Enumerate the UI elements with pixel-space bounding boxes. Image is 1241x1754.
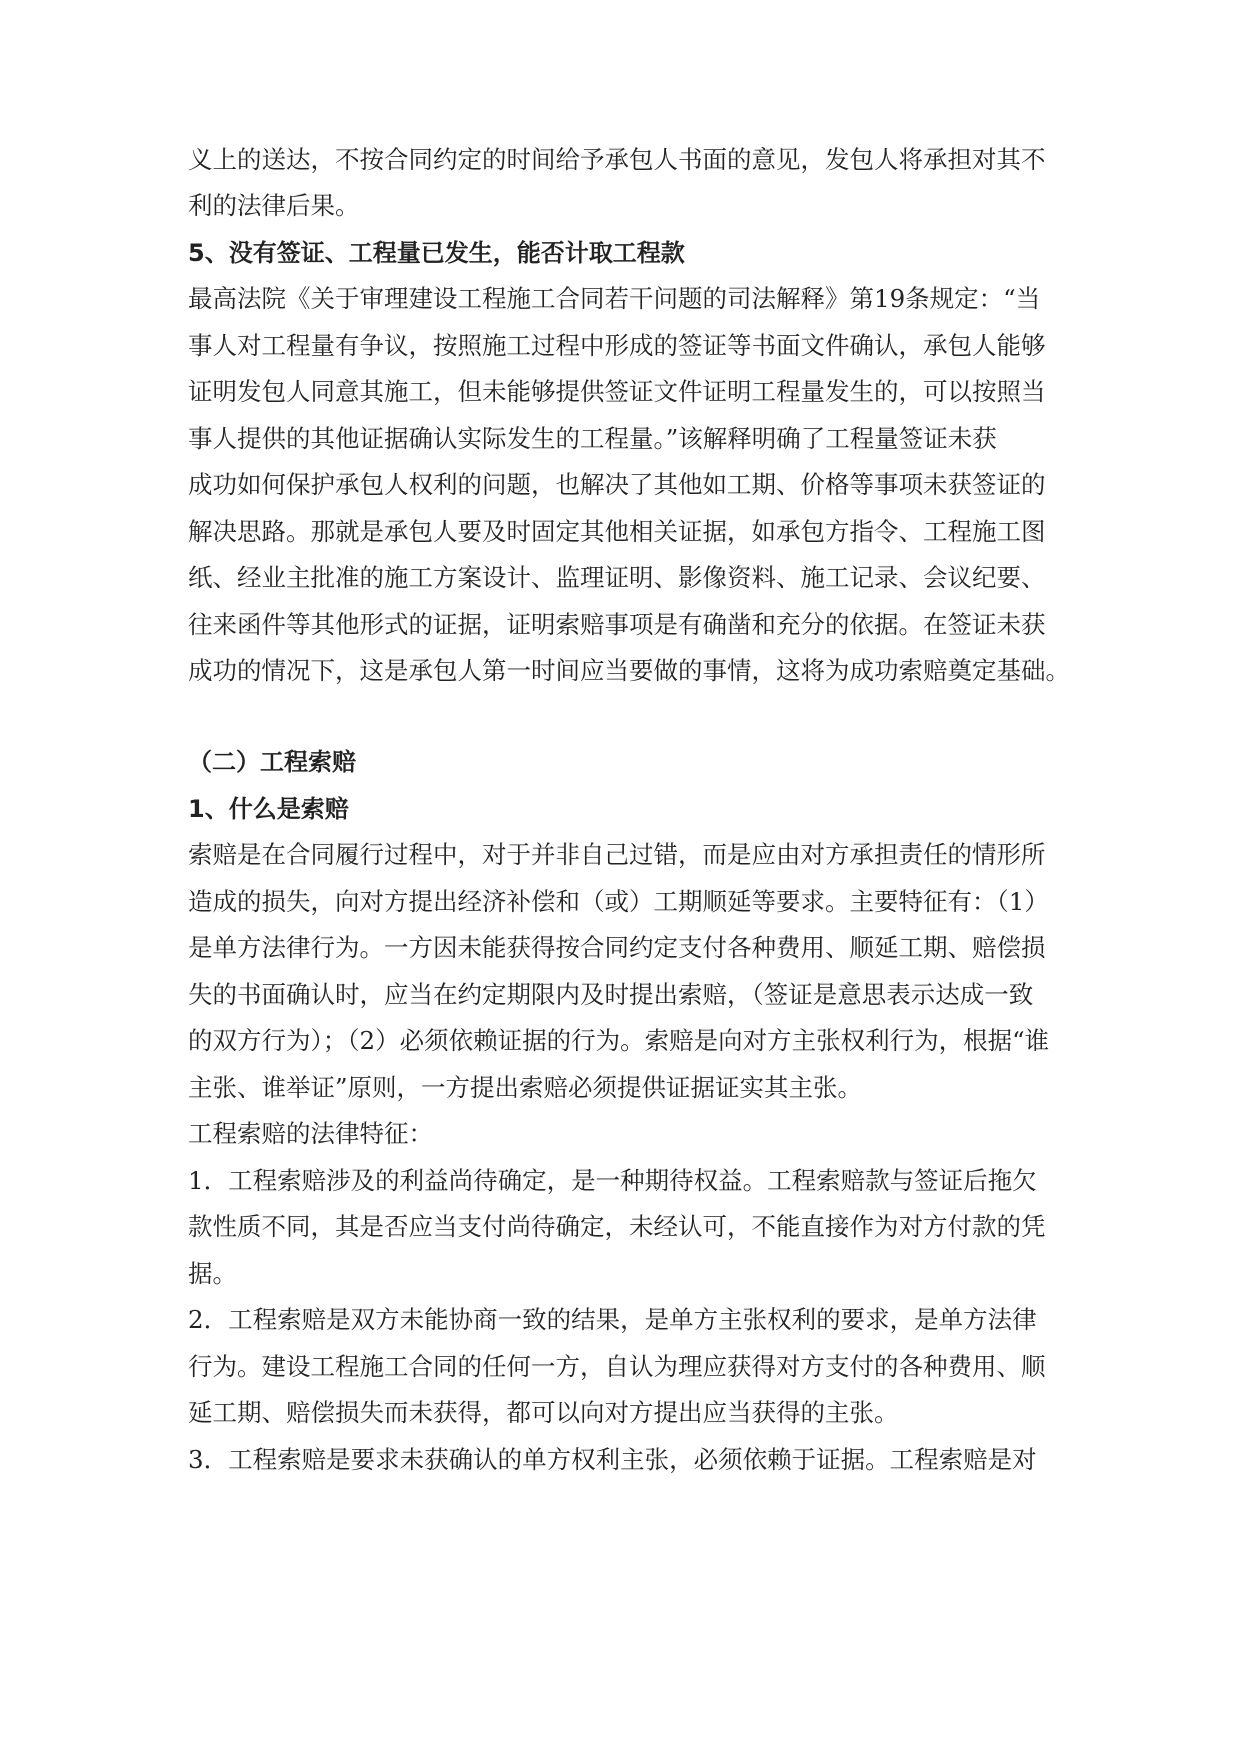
paragraph-5-line-8: 往来函件等其他形式的证据，证明索赔事项是有确凿和充分的依据。在签证未获 — [188, 610, 1046, 639]
paragraph-1-line-5: 的双方行为）；（2）必须依赖证据的行为。索赔是向对方主张权利行为，根据“谁 — [188, 1026, 1050, 1055]
feature-line-4: 2．工程索赔是双方未能协商一致的结果，是单方主张权利的要求，是单方法律 — [188, 1305, 1037, 1334]
feature-line-5: 行为。建设工程施工合同的任何一方，自认为理应获得对方支付的各种费用、顺 — [188, 1352, 1046, 1381]
paragraph-5-line-2: 事人对工程量有争议，按照施工过程中形成的签证等书面文件确认，承包人能够 — [188, 331, 1046, 360]
paragraph-5-line-3: 证明发包人同意其施工，但未能够提供签证文件证明工程量发生的，可以按照当 — [188, 377, 1046, 406]
paragraph-1-line-3: 是单方法律行为。一方因未能获得按合同约定支付各种费用、顺延工期、赔偿损 — [188, 933, 1046, 962]
paragraph-5-line-7: 纸、经业主批准的施工方案设计、监理证明、影像资料、施工记录、会议纪要、 — [188, 563, 1046, 592]
paragraph-5-line-6: 解决思路。那就是承包人要及时固定其他相关证据，如承包方指令、工程施工图 — [188, 517, 1046, 546]
legal-features-label: 工程索赔的法律特征： — [188, 1119, 433, 1148]
paragraph-1-line-4: 失的书面确认时，应当在约定期限内及时提出索赔，（签证是意思表示达成一致 — [188, 980, 1034, 1009]
paragraph-1-line-6: 主张、谁举证”原则，一方提出索赔必须提供证据证实其主张。 — [188, 1073, 863, 1102]
paragraph-5-line-9: 成功的情况下，这是承包人第一时间应当要做的事情，这将为成功索赔奠定基础。 — [188, 656, 1070, 685]
feature-line-3: 据。 — [188, 1259, 237, 1288]
paragraph-5-line-4: 事人提供的其他证据确认实际发生的工程量。”该解释明确了工程量签证未获 — [188, 424, 997, 453]
feature-line-7: 3．工程索赔是要求未获确认的单方权利主张，必须依赖于证据。工程索赔是对 — [188, 1445, 1037, 1474]
feature-line-1: 1．工程索赔涉及的利益尚待确定，是一种期待权益。工程索赔款与签证后拖欠 — [188, 1166, 1037, 1195]
intro-line-1: 义上的送达，不按合同约定的时间给予承包人书面的意见，发包人将承担对其不 — [188, 145, 1046, 174]
paragraph-1-line-2: 造成的损失，向对方提出经济补偿和（或）工期顺延等要求。主要特征有：（1） — [188, 887, 1049, 916]
paragraph-5-line-5: 成功如何保护承包人权利的问题，也解决了其他如工期、价格等事项未获签证的 — [188, 470, 1046, 499]
feature-line-6: 延工期、赔偿损失而未获得，都可以向对方提出应当获得的主张。 — [188, 1398, 899, 1427]
paragraph-1-line-1: 索赔是在合同履行过程中，对于并非自己过错，而是应由对方承担责任的情形所 — [188, 840, 1046, 869]
intro-line-2: 利的法律后果。 — [188, 191, 360, 220]
heading-5: 5、没有签证、工程量已发生，能否计取工程款 — [188, 239, 685, 267]
heading-1: 1、什么是索赔 — [188, 795, 349, 823]
feature-line-2: 款性质不同，其是否应当支付尚待确定，未经认可，不能直接作为对方付款的凭 — [188, 1212, 1046, 1241]
paragraph-5-line-1: 最高法院《关于审理建设工程施工合同若干问题的司法解释》第19条规定：“当 — [188, 284, 1041, 313]
section-2-title: （二）工程索赔 — [188, 748, 356, 776]
